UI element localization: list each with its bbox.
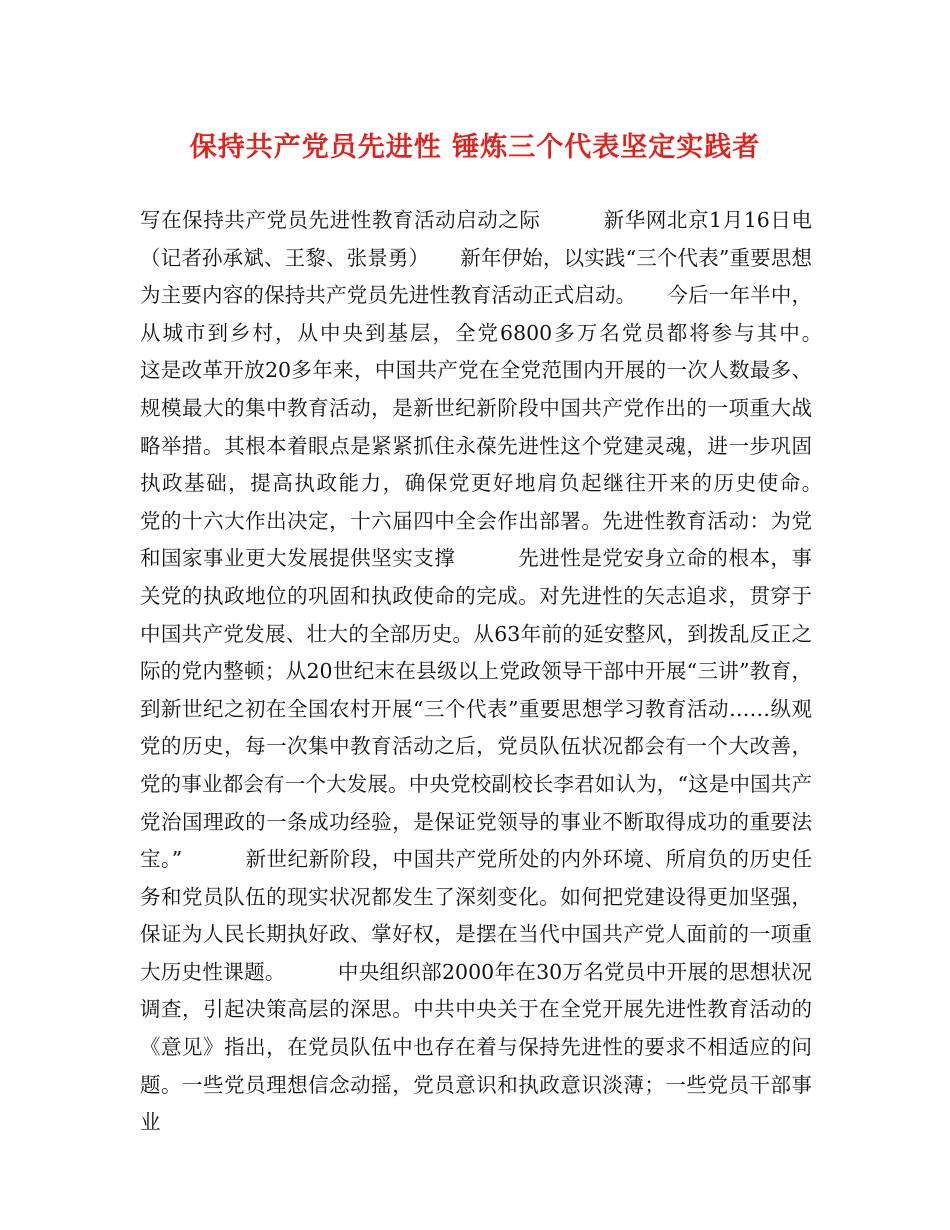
article-body: 写在保持共产党员先进性教育活动启动之际 新华网北京1月16日电（记者孙承斌、王黎、张景勇） 新年伊始，以实践“三个代表”重要思想为主要内容的保持共产党员先进性教育活动正式启动。 今后一年半中，从城市到乡村，从中央到基层，全党6800多万名党员都将参与其中。 这是改革开放20多年来，中国共产党在全党范围内开展的一次人数最多、规模最大的集中教育活动，是新世纪新阶段中国共产党作出的一项重大战略举措。其根本着眼点是紧紧抓住永葆先进性这个党建灵魂，进一步巩固执政基础，提高执政能力，确保党更好地肩负起继往开来的历史使命。 党的十六大作出决定，十六届四中全会作出部署。先进性教育活动：为党和国家事业更大发展提供坚实支撑 先进性是党安身立命的根本，事关党的执政地位的巩固和执政使命的完成。对先进性的矢志追求，贯穿于中国共产党发展、壮大的全部历史。从63年前的延安整风，到拨乱反正之际的党内整顿；从20世纪末在县级以上党政领导干部中开展“三讲”教育，到新世纪之初在全国农村开展“三个代表”重要思想学习教育活动……纵观党的历史，每一次集中教育活动之后，党员队伍状况都会有一个大改善，党的事业都会有一个大发展。中央党校副校长李君如认为，“这是中国共产党治国理政的一条成功经验，是保证党领导的事业不断取得成功的重要法宝。” 新世纪新阶段，中国共产党所处的内外环境、所肩负的历史任务和党员队伍的现实状况都发生了深刻变化。如何把党建设得更加坚强，保证为人民长期执好政、掌好权，是摆在当代中国共产党人面前的一项重大历史性课题。 中央组织部2000年在30万名党员中开展的思想状况调查，引起决策高层的深思。中共中央关于在全党开展先进性教育活动的《意见》指出，在党员队伍中也存在着与保持先进性的要求不相适应的问题。一些党员理想信念动摇，党员意识和执政意识淡薄；一些党员干部事业 xyxy=(140,208,874,1135)
document-title: 保持共产党员先进性 锤炼三个代表坚定实践者 xyxy=(189,132,761,163)
